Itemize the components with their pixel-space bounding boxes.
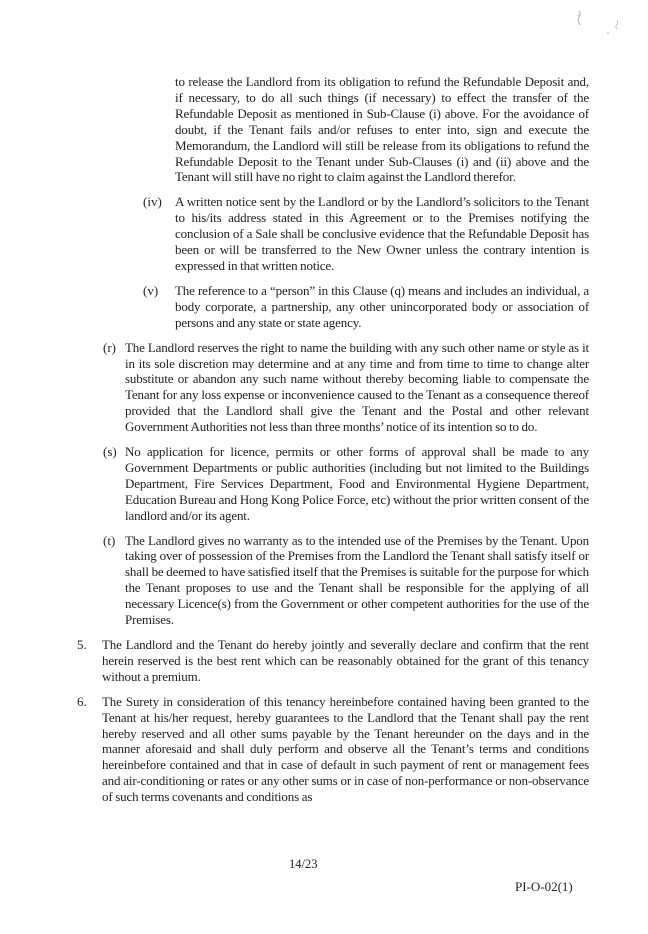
clause-number: 6. (77, 693, 87, 709)
document-body (0, 74, 648, 805)
clause-label: (t) (103, 532, 116, 548)
clause-text: The Landlord gives no warranty as to the intended use of the Premises by the Tenant. Upon taking over of possession of the Premises from the Landlord the Tenant shall satisfy itself or shall be deemed to have satisfied itself that the Premises is suitable for the purpose for which the Tenant proposes to use and the Tenant shall be responsible for the applying of all necessary Licence(s) from the Government or other competent authorities for the use of the Premises. (125, 532, 589, 628)
footer-page-number: 14/23 (289, 857, 318, 871)
clause-label: (s) (103, 444, 117, 460)
clause-text: The Landlord reserves the right to name the building with any such other name or style as it in its sole discretion may determine and at any time and from time to time to change alter substitute or abandon any such name without thereby becoming liable to compensate the Tenant for any loss expense or inconvenience caused to the Tenant as a consequence thereof provided that the Landlord shall give the Tenant and the Postal and other relevant Government Authorities not less than three months’ notice of its intention so to do. (125, 339, 589, 435)
clause-number: 5. (77, 637, 87, 652)
clause-paragraph-v (143, 282, 589, 331)
clause-paragraph-iv (143, 194, 589, 274)
clause-label: (iv) (143, 194, 162, 210)
clause-label: (r) (103, 339, 116, 355)
clause-paragraph-5 (77, 637, 589, 685)
clause-continuation-paragraph (175, 74, 589, 185)
clause-label: (v) (143, 282, 159, 298)
clause-text: The Landlord and the Tenant do hereby jointly and severally declare and confirm that the rent herein reserved is the best rent which can be reasonably obtained for the grant of this tenancy without a premium. (102, 637, 589, 684)
clause-paragraph-s (103, 444, 589, 524)
clause-text: to release the Landlord from its obligation to refund the Refundable Deposit and, if necessary, to do all such things (if necessary) to effect the transfer of the Refundable Deposit as mentioned in Sub-Clause (i) above. For the avoidance of doubt, if the Tenant fails and/or refuses to enter into, sign and execute the Memorandum, the Landlord will still be release from its obligations to refund the Refundable Deposit to the Tenant under Sub-Clauses (i) and (ii) above and the Tenant will still have no right to claim against the Landlord therefor. (175, 74, 589, 185)
clause-paragraph-6 (77, 693, 589, 805)
clause-text: The reference to a “person” in this Clause (q) means and includes an individual, a body corporate, a partnership, any other unincorporated body or association of persons and any state or state agency. (175, 282, 589, 330)
clause-text: A written notice sent by the Landlord or by the Landlord’s solicitors to the Tenant to his/its address stated in this Agreement or to the Premises notifying the conclusion of a Sale shall be conclusive evidence that the Refundable Deposit has been or will be transferred to the New Owner unless the contrary intention is expressed in that written notice. (175, 194, 589, 273)
clause-text: The Surety in consideration of this tenancy hereinbefore contained having been granted to the Tenant at his/her request, hereby guarantees to the Landlord that the Tenant shall pay the rent hereby reserved and all other sums payable by the Tenant hereunder on the days and in the manner aforesaid and shall duly perform and observe all the Tenant’s terms and conditions hereinbefore contained and that in case of default in such payment of rent or management fees and air-conditioning or rates or any other sums or in case of non-performance or non-observance of such terms covenants and conditions as (102, 693, 589, 805)
clause-text: No application for licence, permits or other forms of approval shall be made to any Government Departments or public authorities (including but not limited to the Buildings Department, Fire Services Department, Food and Environmental Hygiene Department, Education Bureau and Hong Kong Police Force, etc) without the prior written consent of the landlord and/or its agent. (125, 444, 589, 523)
clause-paragraph-t (103, 532, 589, 628)
clause-paragraph-r (103, 339, 589, 435)
document-reference-code: PI-O-02(1) (515, 879, 573, 894)
pencil-mark-icon (568, 7, 630, 41)
